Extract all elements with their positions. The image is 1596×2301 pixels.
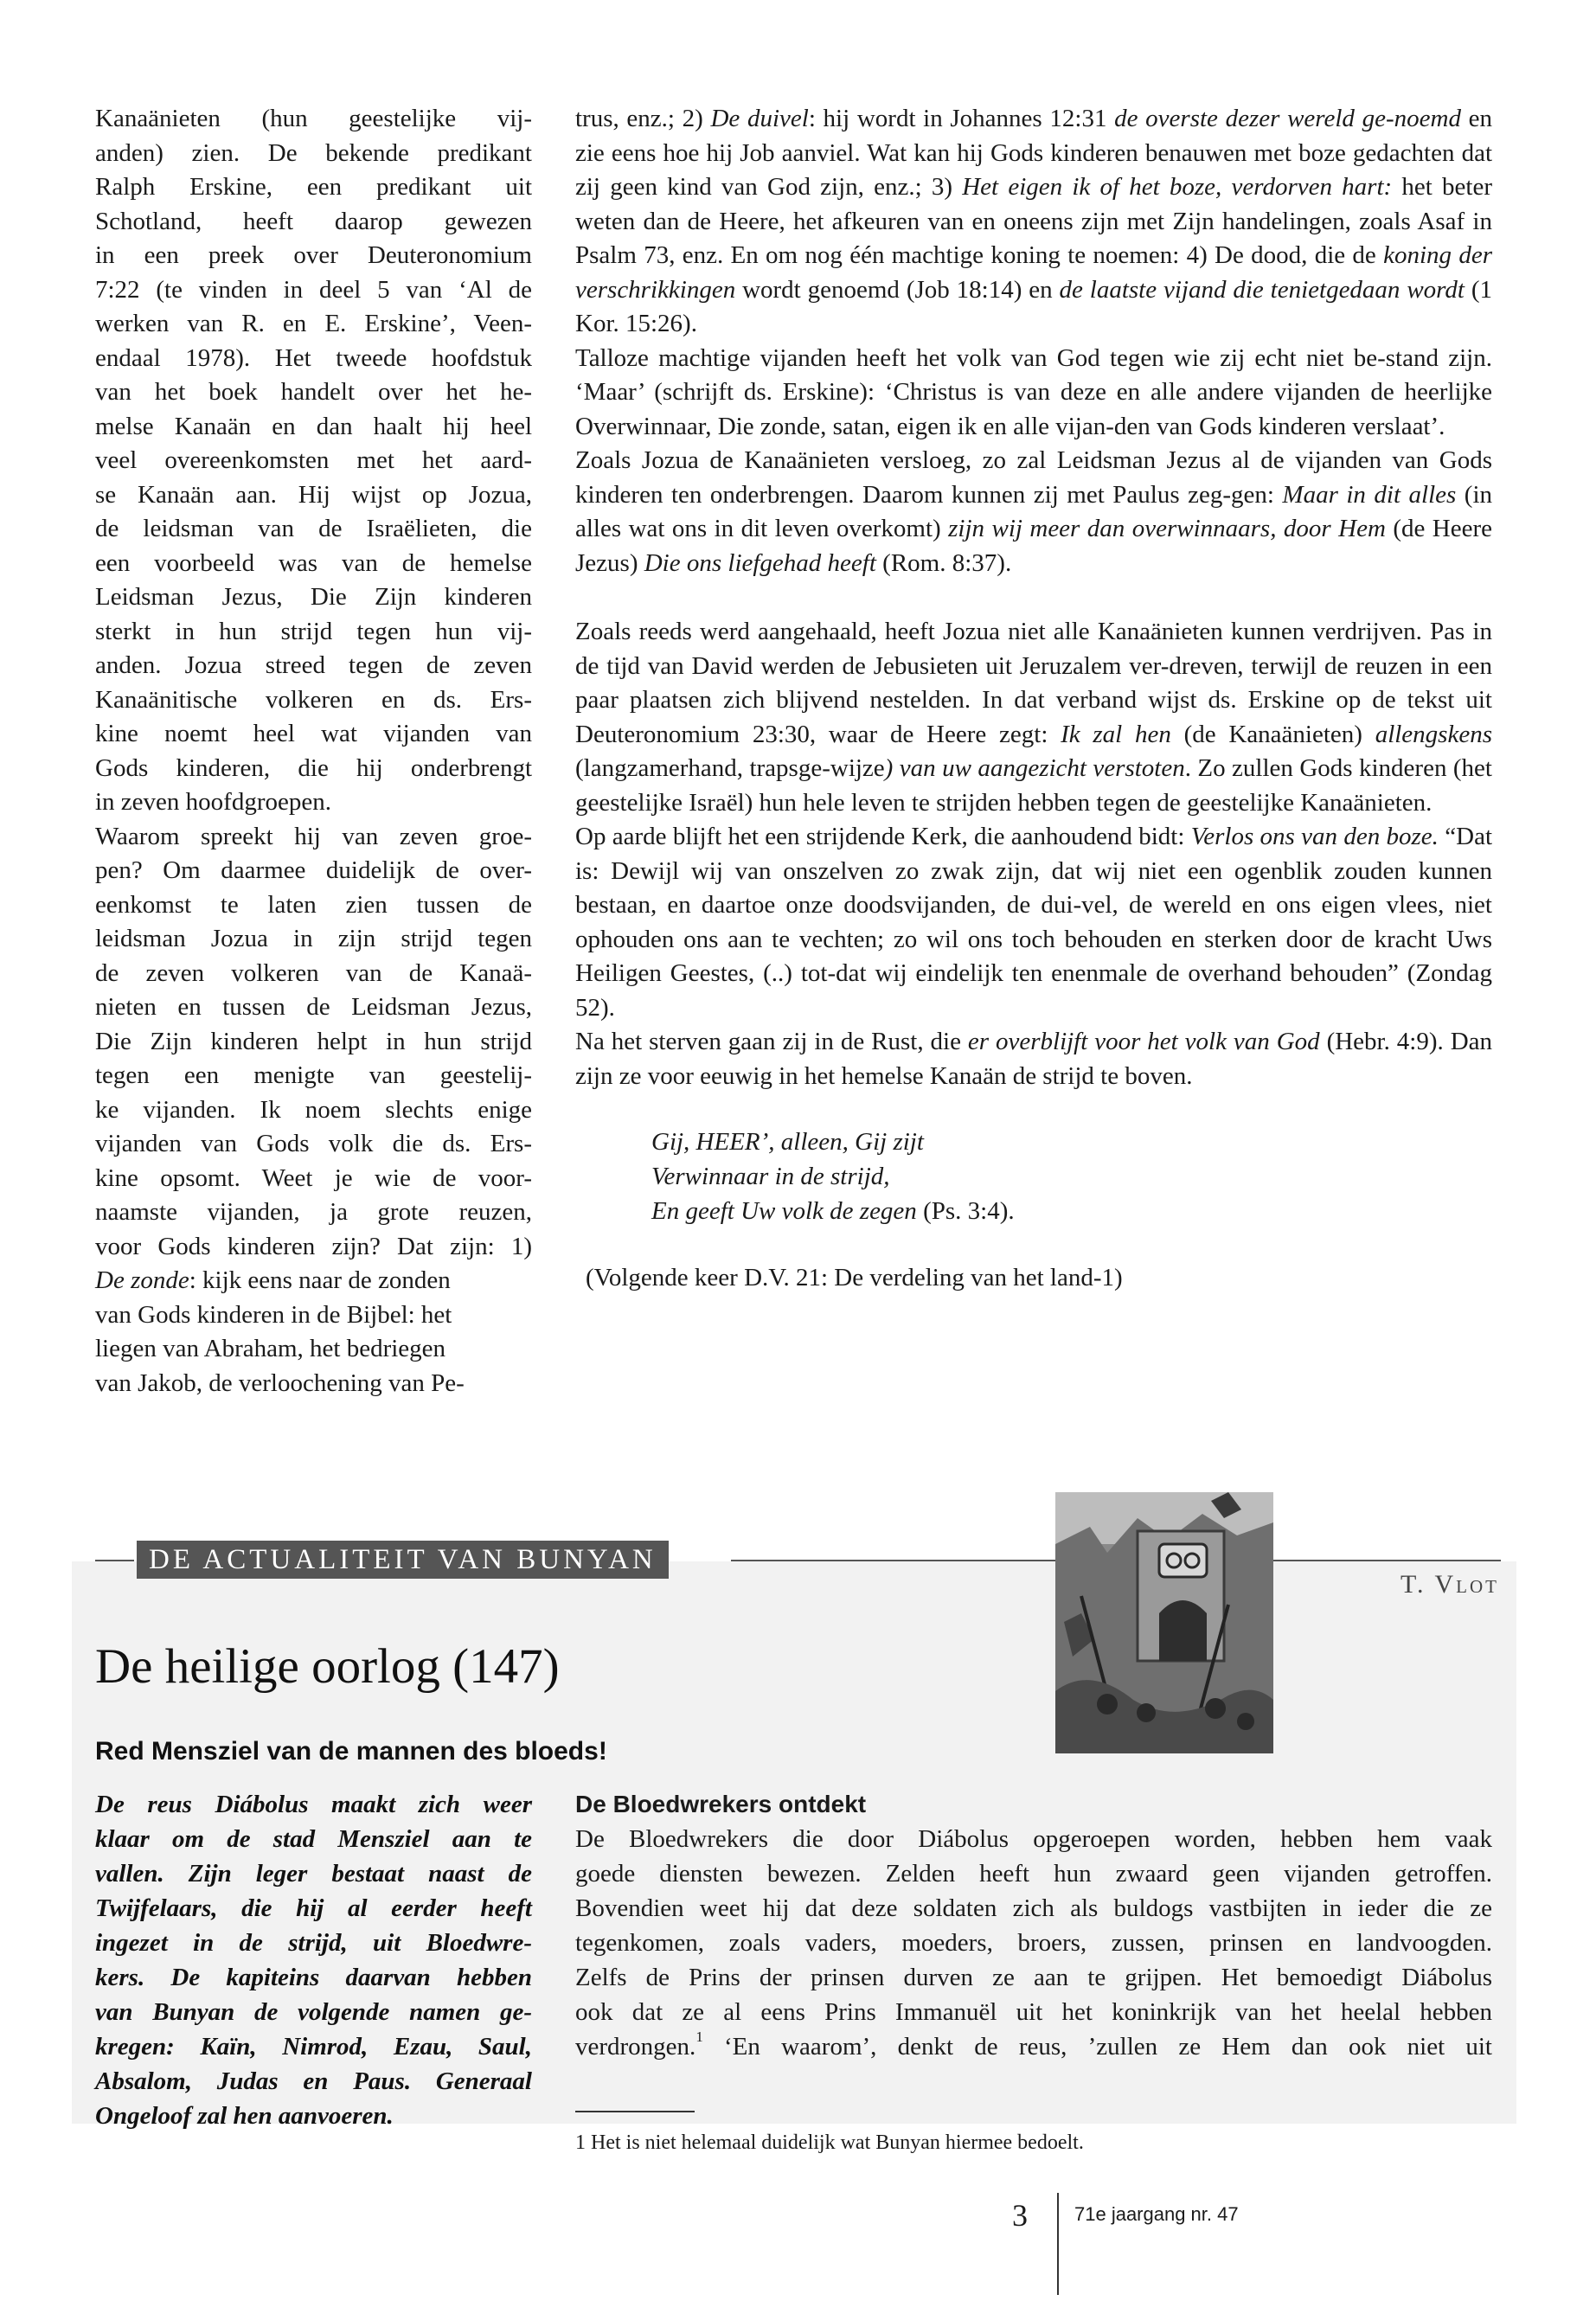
intro-line: Ongeloof zal hen aanvoeren. [95, 2102, 394, 2130]
intro-line: klaar om de stad Mensziel aan te [95, 1825, 532, 1853]
intro-line: kregen: Kaïn, Nimrod, Ezau, Saul, [95, 2033, 532, 2061]
text-run: wordt genoemd (Job 18:14) en [735, 275, 1060, 304]
text-run: : kijk eens naar de zonden [189, 1266, 451, 1294]
text-run-italic: De duivel [710, 105, 809, 132]
psalm-line: Gij, HEER’, alleen, Gij zijt [651, 1128, 924, 1156]
psalm-line: En geeft Uw volk de zegen [651, 1197, 917, 1225]
footnote-marker: 1 [695, 2029, 703, 2045]
text-run-italic: de laatste vijand die tenietgedaan wordt [1059, 275, 1465, 304]
psalm-quote [651, 1125, 1492, 1228]
left-column-line: in een preek over Deuteronomium [95, 241, 532, 269]
left-column [95, 102, 532, 1400]
text-run-italic: Verlos ons van den boze. [1190, 823, 1439, 850]
text-run-italic: Ik zal hen [1061, 720, 1171, 748]
body-heading: De Bloedwrekers ontdekt [575, 1791, 867, 1817]
left-column-line: Kanaänieten (hun geestelijke vij- [95, 105, 532, 132]
left-column-line: melse Kanaän en dan haalt hij heel [95, 412, 532, 440]
text-line: liegen van Abraham, het bedriegen [95, 1335, 446, 1362]
paragraph-expulsion [575, 615, 1492, 820]
footnote-rule [575, 2111, 695, 2112]
left-column-line: leidsman Jozua in zijn strijd tegen [95, 925, 532, 952]
left-column-line: Ralph Erskine, een predikant uit [95, 173, 532, 201]
article-subtitle: Red Mensziel van de mannen des bloeds! [95, 1737, 607, 1766]
left-column-line: pen? Om daarmee duidelijk de over- [95, 856, 532, 884]
author-name: T. Vlot [1400, 1570, 1499, 1599]
zonde-label: De zonde [95, 1266, 189, 1294]
psalm-reference: (Ps. 3:4). [916, 1197, 1015, 1225]
left-column-tail [95, 1264, 532, 1400]
left-column-line: nieten en tussen de Leidsman Jezus, [95, 993, 532, 1021]
text-run: Zoals reeds werd aangehaald, heeft Jozua niet alle Kanaänieten kunnen verdrijven. Pas in de tijd van David werden de Jebusieten uit Jeruzalem ver-dreven, terwijl de reuzen in een paar plaatsen zich blijvend nestelden. In dat verband wijst ds. Erskine op de tekst uit Deuteronomium 23:30, waar de Heere zegt: [575, 618, 1492, 748]
left-column-line: van het boek handelt over het he- [95, 378, 532, 406]
left-column-line: eenkomst te laten zien tussen de [95, 890, 532, 919]
text-run: trus, enz.; 2) [575, 105, 711, 132]
section-label: DE ACTUALITEIT VAN BUNYAN [137, 1541, 669, 1579]
paragraph-gap [575, 580, 1492, 615]
body-line: Bovendien weet hij dat deze soldaten zich als buldogs vastbijten in ieder die ze [575, 1894, 1492, 1922]
text-run: (de Heere Jezus) [575, 515, 1493, 577]
left-column-line: 7:22 (te vinden in deel 5 van ‘Al de [95, 275, 532, 304]
left-column-line: kine noemt heel wat vijanden van [95, 720, 532, 747]
text-run-italic: de overste dezer wereld ge- [1114, 105, 1394, 132]
left-column-line: se Kanaän aan. Hij wijst op Jozua, [95, 480, 532, 509]
text-run: het beter weten dan de Heere, het afkeuren van en oneens zijn met Zijn handelingen, zoals Asaf in Psalm 73, enz. En om nog één machtige koning te noemen: 4) De dood, die de [575, 173, 1492, 269]
text-run: (in alles wat ons in dit leven overkomt) [575, 480, 1493, 542]
left-column-line: voor Gods kinderen zijn? Dat zijn: 1) [95, 1232, 532, 1260]
left-column-line: naamste vijanden, ja grote reuzen, [95, 1198, 532, 1226]
intro-line: Absalom, Judas en Paus. Generaal [95, 2067, 532, 2095]
left-column-line: Kanaänitische volkeren en ds. Ers- [95, 685, 532, 714]
text-run: en zie eens hoe hij Job aanviel. Wat kan hij Gods kinderen benauwen met boze gedachten dat zij geen kind van God zijn, enz.; 3) [575, 105, 1492, 201]
left-column-line: Die Zijn kinderen helpt in hun strijd [95, 1027, 532, 1055]
paragraph-church [575, 820, 1492, 1025]
left-column-line: in zeven hoofdgroepen. [95, 788, 331, 816]
left-column-line: tegen een menigte van geestelij- [95, 1061, 532, 1089]
text-run: verdrongen. [575, 2033, 696, 2061]
intro-line: De reus Diábolus maakt zich weer [95, 1791, 532, 1818]
left-column-lines [95, 102, 532, 1264]
left-column-line: endaal 1978). Het tweede hoofdstuk [95, 343, 532, 372]
text-run-italic: Maar in dit alles [1282, 480, 1457, 509]
psalm-line: Verwinnaar in de strijd, [651, 1163, 890, 1190]
next-episode-note: (Volgende keer D.V. 21: De verdeling van het land-1) [586, 1264, 1123, 1292]
text-run-italic: ) van uw aangezicht verstoten [884, 754, 1185, 782]
text-run-italic: Die ons liefgehad heeft [644, 548, 876, 577]
text-run: (langzamerhand, trapsge-wijze [575, 754, 885, 782]
left-column-line: Gods kinderen, die hij onderbrengt [95, 753, 532, 782]
paragraph-rest [575, 1025, 1492, 1093]
article-body [575, 1787, 1492, 2064]
left-column-line: vijanden van Gods volk die ds. Ers- [95, 1130, 532, 1157]
text-run-italic: koning der verschrikkingen [575, 241, 1492, 304]
text-run-italic: Het eigen ik of het boze, verdorven hart: [962, 173, 1393, 201]
left-column-line: kine opsomt. Weet je wie de voor- [95, 1163, 532, 1192]
left-column-line: Leidsman Jezus, Die Zijn kinderen [95, 583, 532, 611]
text-run-italic: noemd [1394, 105, 1461, 132]
left-column-line: ke vijanden. Ik noem slechts enige [95, 1095, 532, 1124]
text-run: ‘En waarom’, denkt de reus, ’zullen ze Hem dan ook niet uit [702, 2033, 1492, 2061]
body-line [575, 2029, 1492, 2064]
footer-rule [1057, 2193, 1059, 2295]
intro-line: Twijfelaars, die hij al eerder heeft [95, 1894, 532, 1922]
text-run: Na het sterven gaan zij in de Rust, die [575, 1028, 968, 1055]
section-rule-left [95, 1560, 134, 1561]
text-run-italic: allengskens [1375, 720, 1492, 748]
left-column-line: een voorbeeld was van de hemelse [95, 548, 532, 577]
text-run-italic: zijn wij meer dan overwinnaars, door Hem [948, 515, 1386, 542]
left-column-line: werken van R. en E. Erskine’, Veen- [95, 310, 532, 337]
text-run: . Zo zullen Gods kinderen (het geestelijke Israël) hun hele leven te strijden hebben tegen de geestelijke Kanaänieten. [575, 754, 1492, 817]
body-line: De Bloedwrekers die door Diábolus opgeroepen worden, hebben hem vaak [575, 1825, 1492, 1853]
text-run-italic: er overblijft voor het volk van God [967, 1028, 1320, 1055]
text-run: Op aarde blijft het een strijdende Kerk, die aanhoudend bidt: [575, 823, 1191, 850]
left-column-line: anden) zien. De bekende predikant [95, 138, 532, 167]
paragraph-victor: Talloze machtige vijanden heeft het volk van God tegen wie zij echt niet be-stand zijn. ‘Maar’ (schrijft ds. Erskine): ‘Christus is van deze en alle andere vijanden de heerlijke Overwinnaar, Die zonde, satan, eigen ik en alle vijan-den van Gods kinderen verslaat’. [575, 343, 1492, 440]
text-run: (Rom. 8:37). [875, 548, 1012, 577]
text-run: (de Kanaänieten) [1170, 720, 1375, 748]
left-column-line: de zeven volkeren van de Kanaä- [95, 958, 532, 987]
intro-line: van Bunyan de volgende namen ge- [95, 1998, 532, 2026]
left-column-line: Waarom spreekt hij van zeven groe- [95, 822, 532, 850]
body-line: ook dat ze al eens Prins Immanuël uit het koninkrijk van het heelal hebben [575, 1998, 1492, 2026]
intro-line: kers. De kapiteins daarvan hebben [95, 1964, 532, 1991]
right-column [575, 102, 1492, 1296]
article-title: De heilige oorlog (147) [95, 1639, 560, 1694]
text-line: van Gods kinderen in de Bijbel: het [95, 1300, 452, 1329]
left-column-line: de leidsman van de Israëlieten, die [95, 515, 532, 542]
text-line: van Jakob, de verloochening van Pe- [95, 1368, 465, 1397]
intro-line: vallen. Zijn leger bestaat naast de [95, 1860, 532, 1888]
issue-info: 71e jaargang nr. 47 [1074, 2203, 1239, 2225]
left-column-line: anden. Jozua streed tegen de zeven [95, 651, 532, 679]
body-line: goede diensten bewezen. Zelden heeft hun zwaard geen vijanden getroffen. [575, 1860, 1492, 1888]
text-run: (Hebr. 4:9). Dan zijn ze voor eeuwig in het hemelse Kanaän de strijd te boven. [575, 1028, 1493, 1090]
body-line: Zelfs de Prins der prinsen durven ze aan te grijpen. Het bemoedigt Diábolus [575, 1964, 1492, 1991]
left-column-line: Schotland, heeft daarop gewezen [95, 207, 532, 235]
paragraph-jozua [575, 444, 1492, 580]
holy-war-illustration [1055, 1492, 1273, 1753]
left-column-line: sterkt in hun strijd tegen hun vij- [95, 617, 532, 645]
page-number: 3 [1012, 2198, 1028, 2233]
left-column-line: veel overeenkomsten met het aard- [95, 446, 532, 474]
paragraph-enemies [575, 102, 1492, 342]
intro-line: ingezet in de strijd, uit Bloedwre- [95, 1929, 532, 1957]
text-run: (1 Kor. 15:26). [575, 275, 1492, 337]
body-line: tegenkomen, zoals vaders, moeders, broers, zussen, prinsen en landvoogden. [575, 1929, 1492, 1957]
text-run: “Dat is: Dewijl wij van onszelven zo zwak zijn, dat wij niet een ogenblik zouden kunnen bestaan, en daartoe onze doodsvijanden, de dui-vel, de wereld en ons eigen vlees, niet ophouden ons aan te vechten; zo wil ons toch behouden en sterken door de kracht Uws Heiligen Geestes, (..) tot-dat wij eindelijk ten enenmale de overhand behouden” (Zondag 52). [575, 823, 1492, 1022]
text-run: : hij wordt in Johannes 12:31 [808, 105, 1115, 132]
footnote: 1 Het is niet helemaal duidelijk wat Bunyan hiermee bedoelt. [575, 2131, 1084, 2154]
article-intro [95, 1787, 532, 2133]
text-run: Zoals Jozua de Kanaänieten versloeg, zo zal Leidsman Jezus al de vijanden van Gods kinderen ten onderbrengen. Daarom kunnen zij met Paulus zeg-gen: [575, 446, 1492, 509]
